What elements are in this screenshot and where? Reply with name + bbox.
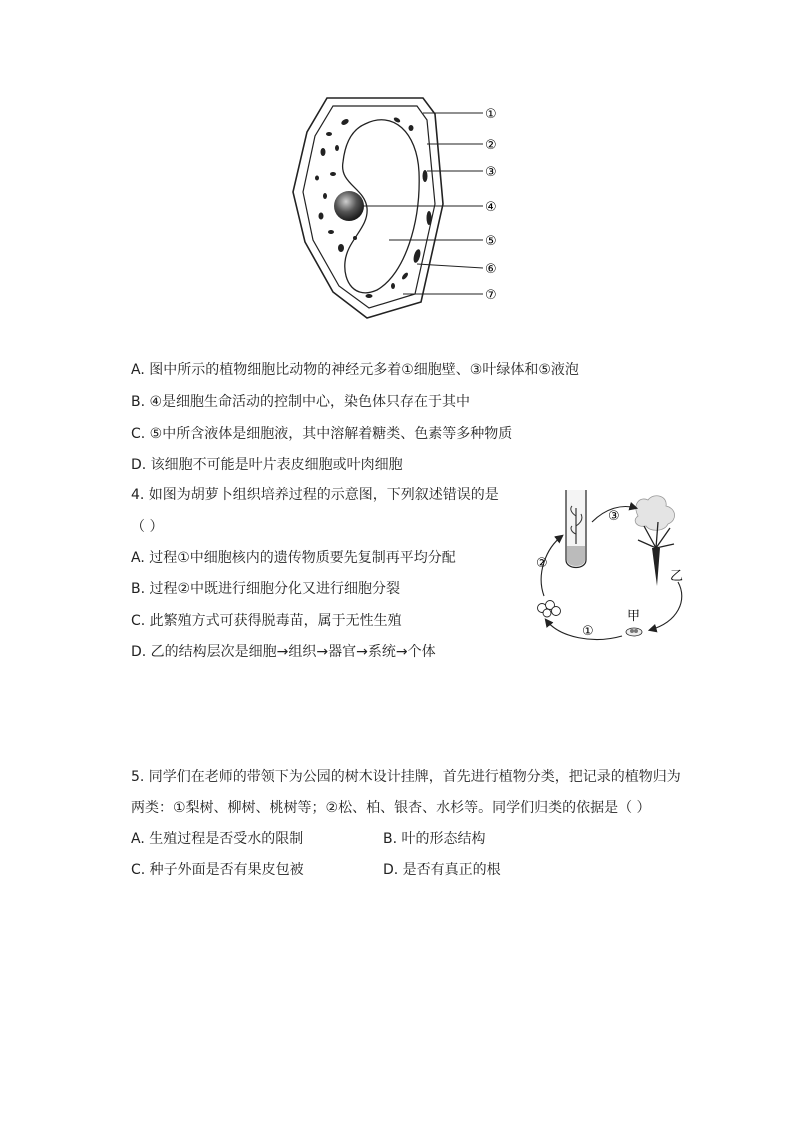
plant-cell-diagram — [285, 92, 515, 324]
q5-option-b: B. 叶的形态结构 — [383, 831, 486, 847]
cell-label-3: ③ — [485, 165, 497, 180]
step-label-2: ② — [536, 556, 548, 571]
q5-option-c: C. 种子外面是否有果皮包被 — [131, 862, 304, 878]
cell-label-4: ④ — [485, 200, 497, 215]
label-yi: 乙 — [670, 569, 684, 584]
q4-option-d: D. 乙的结构层次是细胞→组织→器官→系统→个体 — [131, 644, 436, 660]
q4-stem-line2: （ ） — [131, 519, 164, 535]
test-tube-icon — [566, 490, 586, 568]
q4-option-c: C. 此繁殖方式可获得脱毒苗，属于无性生殖 — [131, 613, 402, 629]
q5-stem-line2: 两类：①梨树、柳树、桃树等；②松、柏、银杏、水杉等。同学们归类的依据是（ ） — [131, 800, 651, 816]
q4-option-b: B. 过程②中既进行细胞分化又进行细胞分裂 — [131, 581, 401, 597]
cell-label-7: ⑦ — [485, 288, 497, 303]
step-label-3: ③ — [608, 509, 620, 524]
q3-option-c: C. ⑤中所含液体是细胞液，其中溶解着糖类、色素等多种物质 — [131, 426, 513, 442]
cell-label-2: ② — [485, 138, 497, 153]
q5-option-d: D. 是否有真正的根 — [383, 862, 501, 878]
q3-option-a: A. 图中所示的植物细胞比动物的神经元多着①细胞壁、③叶绿体和⑤液泡 — [131, 362, 579, 378]
cell-label-1: ① — [485, 107, 497, 122]
q4-option-a: A. 过程①中细胞核内的遗传物质要先复制再平均分配 — [131, 550, 456, 566]
label-jia: 甲 — [627, 609, 641, 624]
callus-icon — [626, 628, 642, 636]
q4-stem-line1: 4. 如图为胡萝卜组织培养过程的示意图，下列叙述错误的是 — [131, 487, 499, 503]
q3-option-d: D. 该细胞不可能是叶片表皮细胞或叶肉细胞 — [131, 457, 403, 473]
carrot-plant-icon — [635, 496, 674, 586]
step-label-1: ① — [582, 624, 594, 639]
cell-cluster-icon — [538, 601, 561, 618]
cell-label-5: ⑤ — [485, 234, 497, 249]
q5-stem-line1: 5. 同学们在老师的带领下为公园的树木设计挂牌，首先进行植物分类，把记录的植物归为 — [131, 769, 681, 785]
tissue-culture-diagram — [528, 486, 703, 646]
q3-option-b: B. ④是细胞生命活动的控制中心，染色体只存在于其中 — [131, 394, 471, 410]
cell-label-6: ⑥ — [485, 262, 497, 277]
q5-option-a: A. 生殖过程是否受水的限制 — [131, 831, 304, 847]
